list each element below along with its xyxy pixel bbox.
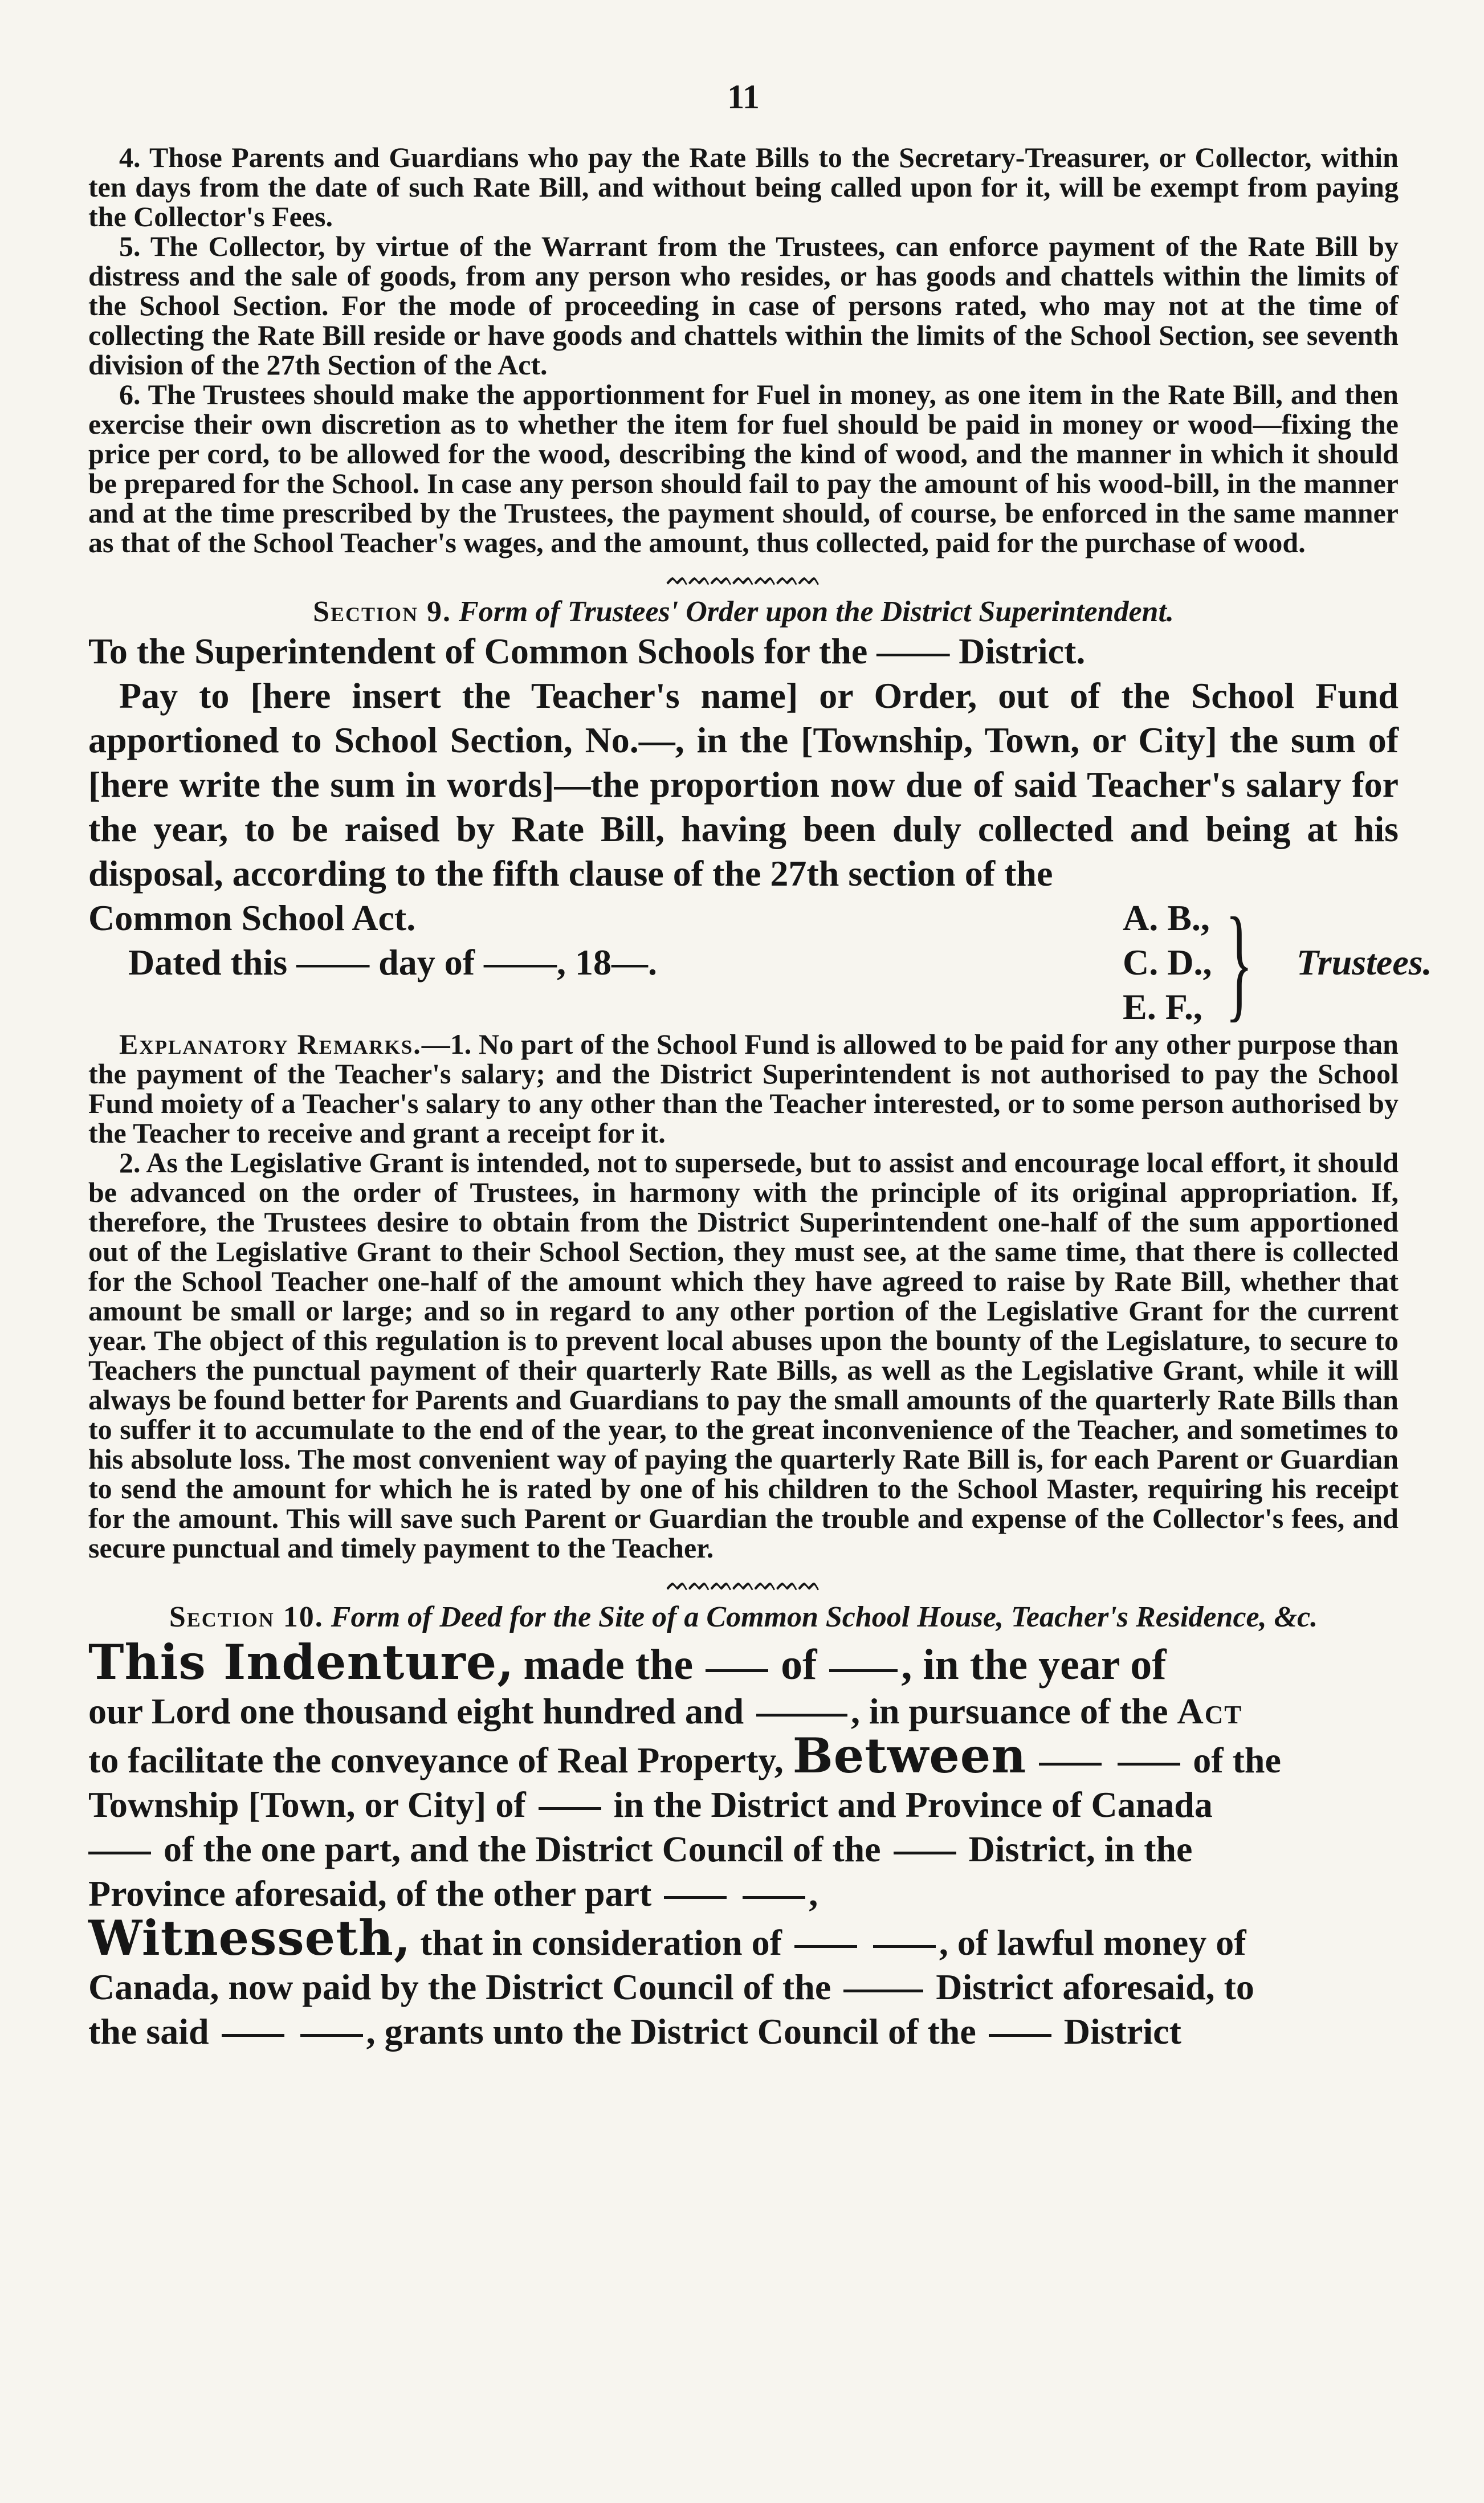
deed-line-5: of the one part, and the District Council of the District, in the [88, 1827, 1399, 1872]
order-signature-block [88, 891, 1432, 1033]
page-number: 11 [727, 78, 760, 116]
remarks-text-1: —1. No part of the School Fund is allowed to be paid for any other purpose than the payment of the Teacher's salary; and the District Superintendent is not authorised to pay the School Fund moiety of a Teacher's salary to any other than the Teacher interested, or to some person authorised by the Teacher to receive and grant a receipt for it. [88, 1028, 1399, 1149]
deed-line-9: the said , grants unto the District Council of the District [88, 2011, 1181, 2052]
paragraph-item-6: 6. The Trustees should make the apportionment for Fuel in money, as one item in the Rate Bill, and then exercise their own discretion as to whether the item for fuel should be paid in money or wood—fixing the price per cord, to be allowed for the wood, describing the kind of wood, and the manner in which it should be prepared for the School. In case any person should fail to pay the amount of his wood-bill, in the manner and at the time prescribed by the Trustees, the payment should, of course, be enforced in the same manner as that of the School Teacher's wages, and the amount, thus collected, paid for the purchase of wood. [88, 378, 1399, 559]
act-name: Common School Act. [88, 898, 416, 938]
trustees-label: Trustees. [1297, 942, 1432, 983]
order-address-line: To the Superintendent of Common Schools for the ―― District. [88, 631, 1086, 671]
deed-line-6: Province aforesaid, of the other part , [88, 1873, 818, 1914]
ornamental-divider-2: ᨓᨓᨓᨓᨓᨓᨓ [666, 1573, 821, 1595]
this-indenture: This Indenture, [88, 1634, 515, 1690]
ornamental-divider: ᨓᨓᨓᨓᨓᨓᨓ [666, 568, 821, 589]
deed-line-8: Canada, now paid by the District Council of the District aforesaid, to [88, 1967, 1254, 2007]
signatory-a: A. B., [1123, 898, 1210, 938]
section-9-title: Form of Trustees' Order upon the District Superintendent. [459, 596, 1174, 628]
deed-text [88, 1634, 1399, 2054]
between-word: Between [792, 1727, 1027, 1784]
deed-line-4: Township [Town, or City] of in the District and Province of Canada [88, 1784, 1213, 1825]
deed-line-3: to facilitate the conveyance of Real Property, Between of the [88, 1727, 1281, 1784]
signatory-e: E. F., [1123, 986, 1202, 1027]
deed-line-1: This Indenture, made the of , in the year of [88, 1634, 1167, 1690]
section-9-label: Section 9. [313, 596, 452, 628]
section-9-heading [88, 595, 1399, 629]
dated-line: Dated this ―― day of ――, 18—. [128, 942, 658, 983]
deed-line-7: Witnesseth, that in consideration of , of lawful money of [88, 1910, 1246, 1966]
remarks-label: Explanatory Remarks. [119, 1028, 422, 1060]
section-10-heading [88, 1600, 1399, 1634]
order-body: Pay to [here insert the Teacher's name] or Order, out of the School Fund apportioned to School Section, No.—, in the [Township, Town, or City] the sum of [here write the sum in words]—the proportion now due of said Teacher's salary for the year, to be raised by Rate Bill, having been duly collected and being at his disposal, according to the fifth clause of the 27th section of the [88, 675, 1399, 894]
remarks-paragraph-1 [88, 1029, 1399, 1148]
signatory-c: C. D., [1123, 942, 1212, 983]
trustee-names [1123, 896, 1212, 1029]
paragraph-item-5: 5. The Collector, by virtue of the Warrant from the Trustees, can enforce payment of the Rate Bill by distress and the sale of goods, from any person who resides, or has goods and chattels within the limits of the School Section. For the mode of proceeding in case of persons rated, who may not at the time of collecting the Rate Bill reside or have goods and chattels within the limits of the School Section, see seventh division of the 27th Section of the Act. [88, 230, 1399, 381]
witnesseth-word: Witnesseth, [88, 1910, 411, 1966]
right-brace-icon: } [1225, 891, 1253, 1033]
section-10-label: Section 10. [169, 1601, 324, 1633]
paragraph-item-4: 4. Those Parents and Guardians who pay the Rate Bills to the Secretary-Treasurer, or Collector, within ten days from the date of such Rate Bill, and without being called upon for it, will be exempt from paying the Collector's Fees. [88, 141, 1399, 233]
section-10-title: Form of Deed for the Site of a Common School House, Teacher's Residence, &c. [331, 1601, 1318, 1633]
deed-line-2: our Lord one thousand eight hundred and , in pursuance of the Act [88, 1691, 1243, 1731]
remarks-paragraph-2: 2. As the Legislative Grant is intended, not to supersede, but to assist and encourage local effort, it should be advanced on the order of Trustees, in harmony with the principle of its original appropriation. If, therefore, the Trustees desire to obtain from the District Superintendent one-half of the sum apportioned out of the Legislative Grant to their School Section, they must see, at the same time, that there is collected for the School Teacher one-half of the amount which they have agreed to raise by Rate Bill, whether that amount be small or large; and so in regard to any other portion of the Legislative Grant for the current year. The object of this regulation is to prevent local abuses upon the bounty of the Legislature, to secure to Teachers the punctual payment of their quarterly Rate Bills, as well as the Legislative Grant, while it will always be found better for Parents and Guardians to pay the small amounts of the quarterly Rate Bills than to suffer it to accumulate to the end of the year, to the great inconvenience of the Teacher, and sometimes to his absolute loss. The most convenient way of paying the quarterly Rate Bill is, for each Parent or Guardian to send the amount for which he is rated by one of his children to the School Master, requiring his receipt for the amount. This will save such Parent or Guardian the trouble and expense of the Collector's fees, and secure punctual and timely payment to the Teacher. [88, 1147, 1399, 1564]
